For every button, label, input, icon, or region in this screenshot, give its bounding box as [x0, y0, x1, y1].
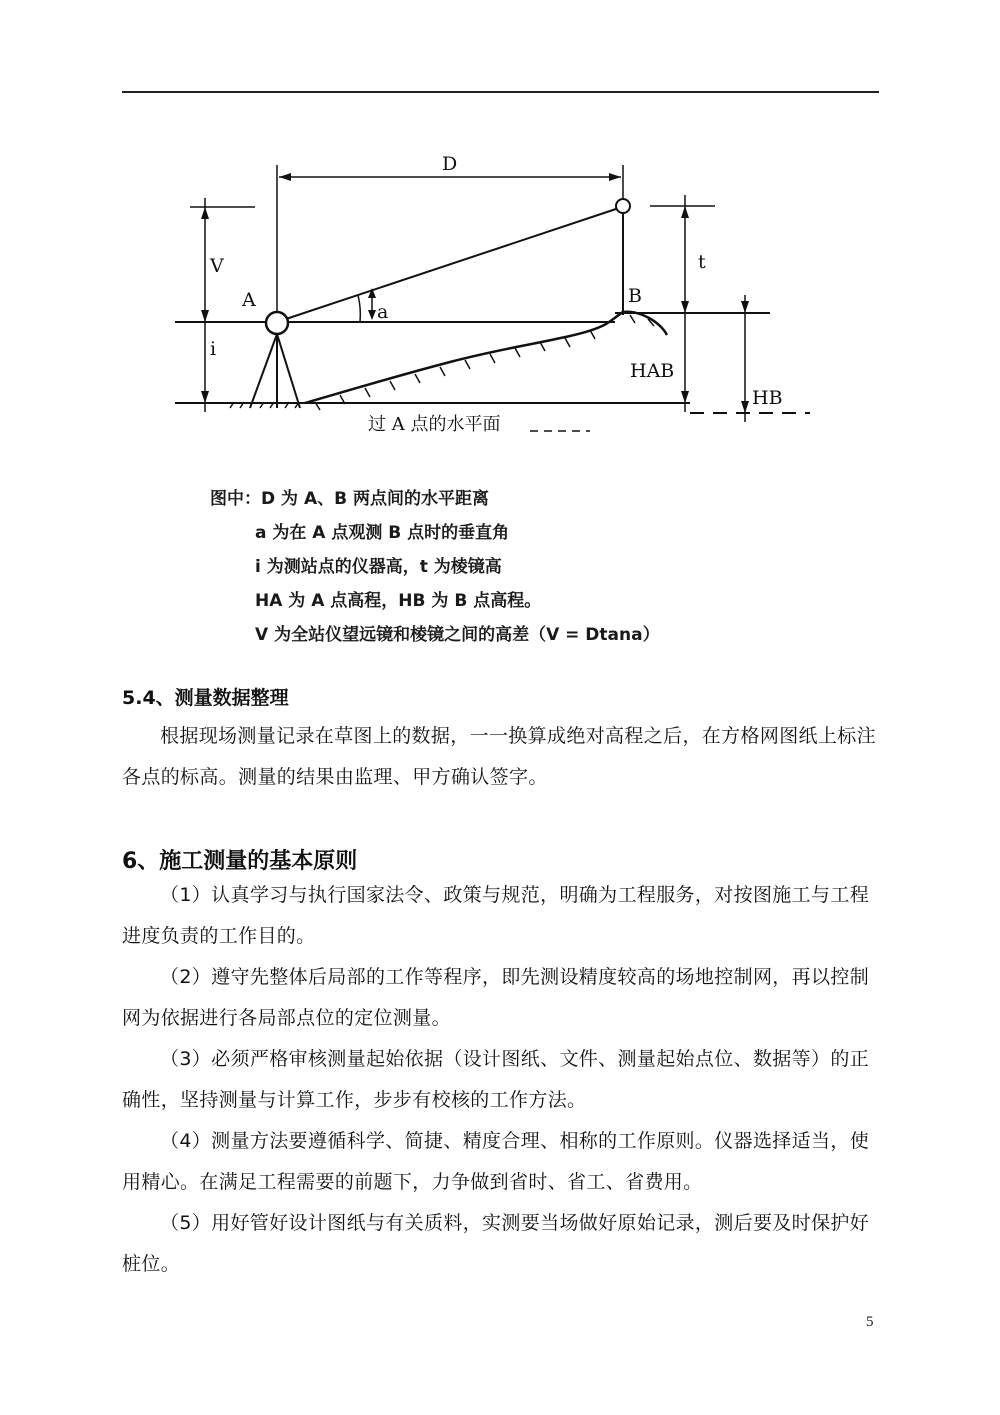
- label-b-point: B: [628, 285, 642, 307]
- principle-item-1: （1）认真学习与执行国家法令、政策与规范，明确为工程服务，对按图施工与工程进度负责的工作目的。: [122, 884, 870, 947]
- ground-hatching: [315, 315, 654, 410]
- label-t: t: [698, 251, 706, 273]
- arrow-head: [201, 391, 209, 403]
- legend-line: 图中：D 为 A、B 两点间的水平距离: [210, 489, 489, 509]
- prism-circle: [616, 199, 630, 213]
- label-a-point: A: [242, 289, 256, 311]
- tripod-leg: [277, 334, 300, 408]
- section-6-title: 6、施工测量的基本原则: [122, 849, 358, 874]
- label-hb: HB: [752, 387, 783, 409]
- label-v: V: [210, 255, 224, 277]
- legend-line: i 为测站点的仪器高，t 为棱镜高: [255, 557, 502, 577]
- principle-item-5: （5）用好管好设计图纸与有关质料，实测要当场做好原始记录，测后要及时保护好桩位。: [122, 1212, 870, 1275]
- arrow-head: [609, 173, 621, 181]
- principle-item-3: （3）必须严格审核测量起始依据（设计图纸、文件、测量起始点位、数据等）的正确性，坚持测量与计算工作，步步有校核的工作方法。: [122, 1048, 870, 1111]
- survey-diagram: [170, 140, 810, 440]
- label-d: D: [442, 153, 458, 175]
- legend-line: a 为在 A 点观测 B 点时的垂直角: [255, 523, 510, 543]
- angle-arc: [358, 295, 360, 322]
- legend-line: HA 为 A 点高程，HB 为 B 点高程。: [255, 591, 542, 611]
- label-plane: 过 A 点的水平面: [368, 414, 501, 435]
- section-5-4-paragraph: 根据现场测量记录在草图上的数据，一一换算成绝对高程之后，在方格网图纸上标注各点的标高。测量的结果由监理、甲方确认签字。: [122, 725, 876, 788]
- arrow-head: [741, 401, 749, 413]
- header-rule: [122, 91, 879, 93]
- arrow-head: [368, 310, 376, 320]
- tripod-leg: [250, 334, 277, 408]
- instrument-circle: [266, 312, 288, 334]
- ground-profile: [305, 312, 667, 403]
- legend-line: V 为全站仪望远镜和棱镜之间的高差（V = Dtana）: [255, 625, 660, 645]
- arrow-head: [681, 206, 689, 218]
- label-angle: a: [377, 301, 389, 323]
- page-number: 5: [866, 1314, 874, 1330]
- arrow-head: [681, 301, 689, 313]
- label-hab: HAB: [630, 360, 675, 382]
- label-i: i: [210, 338, 217, 360]
- arrow-head: [741, 301, 749, 313]
- figure-legend: [210, 482, 770, 652]
- sight-line: [277, 207, 622, 322]
- survey-diagram-svg: [170, 140, 810, 440]
- section-5-4-title: 5.4、测量数据整理: [122, 687, 289, 709]
- principle-item-4: （4）测量方法要遵循科学、简捷、精度合理、相称的工作原则。仪器选择适当，使用精心。在满足工程需要的前题下，力争做到省时、省工、省费用。: [122, 1130, 870, 1193]
- arrow-head: [681, 391, 689, 403]
- principle-item-2: （2）遵守先整体后局部的工作等程序，即先测设精度较高的场地控制网，再以控制网为依据进行各局部点位的定位测量。: [122, 966, 870, 1029]
- arrow-head: [201, 207, 209, 219]
- arrow-head: [201, 310, 209, 322]
- arrow-head: [279, 173, 291, 181]
